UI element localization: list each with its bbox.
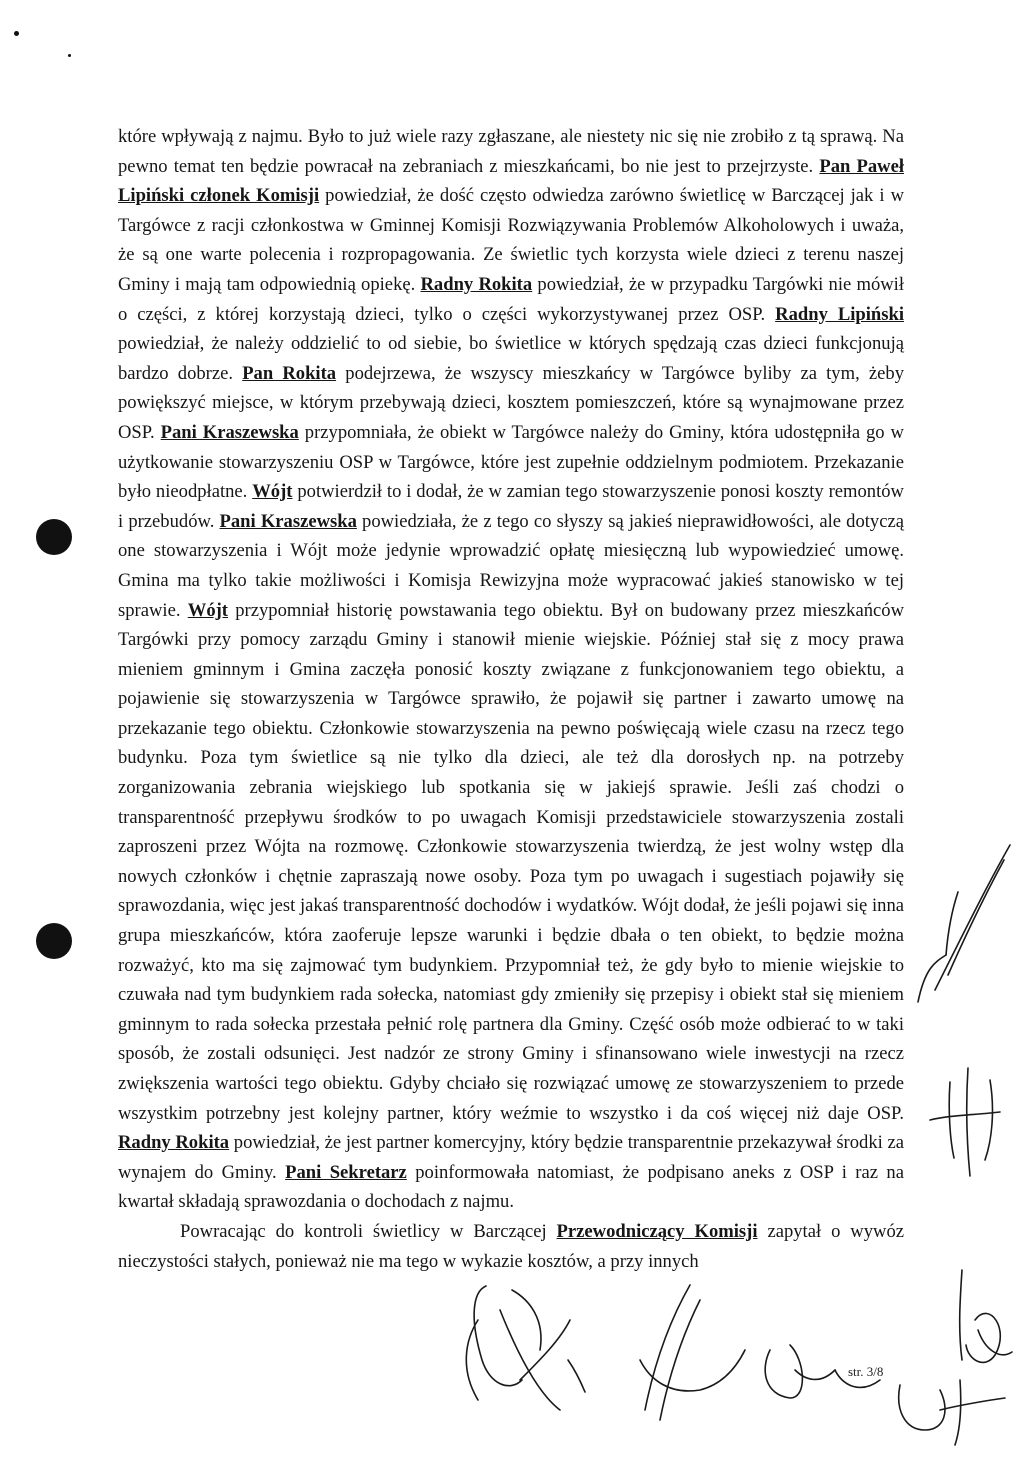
text-run: powiedział, że jest partner komercyjny, który będzie transparentnie przekazywał środki za wynajem do Gminy. bbox=[118, 1132, 904, 1183]
bottom-signature-1 bbox=[466, 1286, 585, 1410]
text-run: powiedział, że należy oddzielić to od siebie, bo świetlice w których spędzają czas dzieci funkcjonują bardzo dobrze. bbox=[118, 333, 904, 384]
text-run: zapytał o wywóz nieczystości stałych, ponieważ nie ma tego w wykazie kosztów, a przy innych bbox=[118, 1220, 904, 1272]
punch-hole-mark bbox=[36, 923, 72, 959]
margin-initials-2 bbox=[930, 1068, 1000, 1176]
paragraph-continuation bbox=[118, 1217, 904, 1276]
speaker-name: Radny Rokita bbox=[118, 1132, 230, 1154]
margin-initials-3 bbox=[960, 1270, 1012, 1362]
speaker-name: Radny Lipiński bbox=[775, 303, 904, 325]
speaker-name: Pani Kraszewska bbox=[219, 510, 357, 532]
punch-hole-mark bbox=[36, 519, 72, 555]
speaker-name: Pan Rokita bbox=[242, 362, 337, 384]
text-run: potwierdził to i dodał, że w zamian tego stowarzyszenie ponosi koszty remontów i przebudów. bbox=[118, 481, 904, 532]
speaker-name: Radny Rokita bbox=[420, 273, 533, 295]
speaker-name: Przewodniczący Komisji bbox=[556, 1220, 758, 1242]
text-run: które wpływają z najmu. Było to już wiele razy zgłaszane, ale niestety nic się nie zrobiło z tą sprawą. Na pewno temat ten będzie powracał na zebraniach z mieszkańcami, bo nie jest to przejrzyste. bbox=[118, 126, 904, 177]
bottom-signature-4 bbox=[899, 1380, 1005, 1445]
speaker-name: Pani Sekretarz bbox=[285, 1161, 407, 1183]
text-run: Powracając do kontroli świetlicy w Barczącej bbox=[180, 1220, 557, 1242]
bottom-signature-2 bbox=[640, 1285, 745, 1420]
paragraph-main bbox=[118, 122, 904, 1217]
speaker-name: Wójt bbox=[187, 599, 228, 621]
text-run: powiedział, że dość często odwiedza zarówno świetlicę w Barczącej jak i w Targówce z racji członkostwa w Gminnej Komisji Rozwiązywania Problemów Alkoholowych i uważa, że są one warte polecenia i rozpropagowania. Ze świetlic tych korzysta wiele dzieci z terenu naszej Gminy i mają tam odpowiednią opiekę. bbox=[118, 185, 904, 295]
speaker-name: Wójt bbox=[252, 481, 293, 503]
punch-hole-mark bbox=[14, 31, 19, 36]
text-run: podejrzewa, że wszyscy mieszkańcy w Targówce byliby za tym, żeby powiększyć miejsce, w którym przebywają dzieci, kosztem pomieszczeń, które są wynajmowane przez OSP. bbox=[118, 362, 904, 443]
speaker-name: Pani Kraszewska bbox=[160, 421, 299, 443]
punch-hole-mark bbox=[68, 54, 71, 57]
text-run: powiedziała, że z tego co słyszy są jakieś nieprawidłowości, ale dotyczą one stowarzyszenia i Wójt może jedynie wprowadzić opłatę miesięczną lub wypowiedzieć umowę. Gmina ma tylko takie możliwości i Komisja Rewizyjna może wypracować jakieś stanowisko w tej sprawie. bbox=[118, 510, 904, 621]
margin-initials-1 bbox=[918, 845, 1010, 1002]
page-number: str. 3/8 bbox=[848, 1364, 884, 1379]
text-run: poinformowała natomiast, że podpisano aneks z OSP i raz na kwartał składają sprawozdania o dochodach z najmu. bbox=[118, 1161, 904, 1213]
document-body bbox=[118, 122, 904, 1276]
text-run: przypomniał historię powstawania tego obiektu. Był on budowany przez mieszkańców Targówki przy pomocy zarządu Gminy i stanowił mienie wiejskie. Później stał się z mocy prawa mieniem gminnym i Gmina zaczęła ponosić koszty związane z funkcjonowaniem tego obiektu, a pojawienie się stowarzyszenia w Targówce sprawiło, że pojawił się partner i zawarto umowę na przekazanie tego obiektu. Członkowie stowarzyszenia na pewno poświęcają wiele czasu na rzecz tego budynku. Poza tym świetlice są nie tylko dla dzieci, ale też dla dorosłych np. na potrzeby zorganizowania zebrania wiejskiego lub spotkania się w jakiejś sprawie. Jeśli zaś chodzi o transparentność przepływu środków to po uwagach Komisji przedstawiciele stowarzyszenia zostali zaproszeni przez Wójta na rozmowę. Członkowie stowarzyszenia twierdzą, że jest wolny wstęp dla nowych członków i chętnie zapraszają nowe osoby. Poza tym po uwagach i sugestiach pojawiły się sprawozdania, więc jest jakaś transparentność dochodów i wydatków. Wójt dodał, że jeśli pojawi się inna grupa mieszkańców, która zaoferuje lepsze warunki i będzie dbała o ten obiekt, to będzie można rozważyć, kto ma się zajmować tym budynkiem. Przypomniał też, że gdy było to mienie wiejskie to czuwała nad tym budynkiem rada sołecka, natomiast gdy zmieniły się przepisy i obiekt stał się mieniem gminnym to rada sołecka przestała pełnić rolę partnera dla Gminy. Część osób może odbierać to w taki sposób, że zostali odsunięci. Jest nadzór ze strony Gminy i sfinansowano wiele inwestycji na rzecz zwiększenia wartości tego obiektu. Gdyby chciało się rozwiązać umowę ze stowarzyszeniem to przede wszystkim potrzebny jest kolejny partner, który weźmie to wszystko i da coś więcej niż daje OSP. bbox=[118, 599, 904, 1124]
text-run: powiedział, że w przypadku Targówki nie mówił o części, z której korzystają dzieci, tylko o części wykorzystywanej przez OSP. bbox=[118, 273, 904, 325]
speaker-name: Pan Paweł Lipiński członek Komisji bbox=[118, 155, 904, 207]
text-run: przypomniała, że obiekt w Targówce należy do Gminy, która udostępniła go w użytkowanie stowarzyszeniu OSP w Targówce, które jest zupełnie oddzielnym podmiotem. Przekazanie było nieodpłatne. bbox=[118, 421, 904, 503]
